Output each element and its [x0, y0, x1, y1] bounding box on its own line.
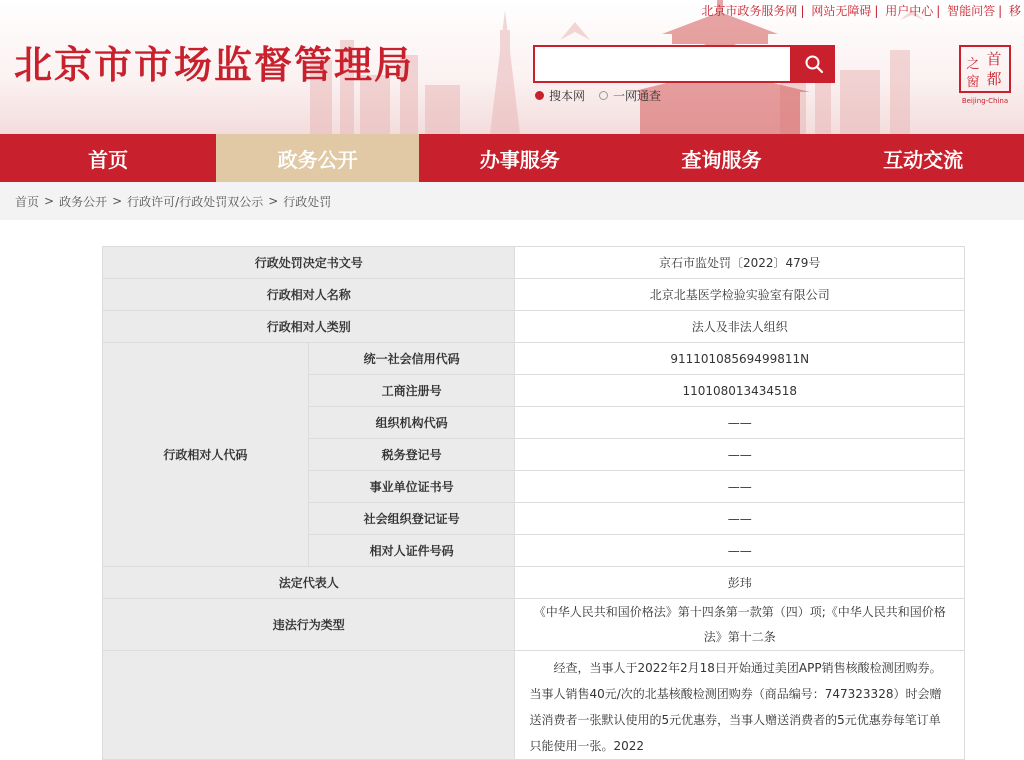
- top-link-smart-qa[interactable]: 智能问答: [947, 4, 996, 18]
- breadcrumb-home[interactable]: 首页: [15, 194, 40, 209]
- logo-char-4: 窗: [966, 75, 980, 90]
- nav-gov-affairs[interactable]: 政务公开: [216, 134, 419, 182]
- top-link-gov-service[interactable]: 北京市政务服务网: [701, 4, 798, 18]
- site-header: [0, 0, 1024, 134]
- search-input[interactable]: [535, 47, 790, 81]
- table-row: [103, 567, 965, 599]
- credit-code-value: 91110108569499811N: [515, 343, 965, 375]
- party-type-label: 行政相对人类别: [103, 311, 515, 343]
- nav-services[interactable]: 办事服务: [479, 147, 560, 172]
- nav-query[interactable]: 查询服务: [681, 147, 762, 172]
- party-name-value: 北京北基医学检验实验室有限公司: [515, 279, 965, 311]
- search-scope-all-label: 一网通查: [613, 89, 662, 103]
- code-group-label: 行政相对人代码: [103, 343, 309, 567]
- party-name-label: 行政相对人名称: [103, 279, 515, 311]
- tax-reg-value: ——: [515, 439, 965, 471]
- tax-reg-label: 税务登记号: [308, 439, 515, 471]
- breadcrumb-separator: >: [112, 194, 123, 208]
- org-code-value: ——: [515, 407, 965, 439]
- search-button[interactable]: [792, 45, 835, 83]
- radio-icon: [535, 91, 544, 100]
- institution-cert-label: 事业单位证书号: [308, 471, 515, 503]
- violation-type-value: 《中华人民共和国价格法》第十四条第一款第（四）项;《中华人民共和国价格法》第十二条: [515, 599, 965, 651]
- id-no-label: 相对人证件号码: [308, 535, 515, 567]
- legal-rep-value: 彭玮: [515, 567, 965, 599]
- institution-cert-value: ——: [515, 471, 965, 503]
- logo-char-2: 都: [986, 70, 1002, 88]
- legal-rep-label: 法定代表人: [103, 567, 515, 599]
- org-code-label: 组织机构代码: [308, 407, 515, 439]
- facts-value: 经查，当事人于2022年2月18日开始通过美团APP销售核酸检测团购券。当事人销售40元/次的北基核酸检测团购券（商品编号：747323328）时会赠送消费者一张默认使用的5元优惠券，当事人赠送消费者的5元优惠券每笔订单只能使用一张。2022: [515, 651, 965, 760]
- divider: |: [998, 4, 1003, 18]
- main-nav: [0, 134, 1024, 182]
- id-no-value: ——: [515, 535, 965, 567]
- table-row: [103, 311, 965, 343]
- search-scope-all[interactable]: [599, 87, 661, 104]
- nav-home[interactable]: 首页: [88, 147, 129, 172]
- top-link-more[interactable]: 移: [1008, 4, 1021, 18]
- table-row: [103, 247, 965, 279]
- business-reg-label: 工商注册号: [308, 375, 515, 407]
- top-link-user-center[interactable]: 用户中心: [885, 4, 934, 18]
- search-box: [533, 45, 792, 83]
- violation-type-label: 违法行为类型: [103, 599, 515, 651]
- breadcrumb-dual-publicity[interactable]: 行政许可/行政处罚双公示: [127, 194, 264, 209]
- search-scope-options: [535, 87, 661, 104]
- capital-window-logo: [954, 44, 1016, 106]
- breadcrumb-gov-affairs[interactable]: 政务公开: [59, 194, 108, 209]
- table-row: [103, 279, 965, 311]
- radio-icon: [599, 91, 608, 100]
- table-row: [103, 599, 965, 651]
- doc-no-label: 行政处罚决定书文号: [103, 247, 515, 279]
- doc-no-value: 京石市监处罚〔2022〕479号: [515, 247, 965, 279]
- search-scope-site[interactable]: [535, 87, 585, 104]
- search-icon: [804, 54, 824, 74]
- breadcrumb-separator: >: [268, 194, 279, 208]
- facts-label: [103, 651, 515, 760]
- divider: |: [800, 4, 805, 18]
- divider: |: [874, 4, 879, 18]
- top-link-accessibility[interactable]: 网站无障碍: [811, 4, 872, 18]
- table-row: [103, 343, 965, 375]
- business-reg-value: 110108013434518: [515, 375, 965, 407]
- penalty-record-table: [102, 246, 965, 760]
- breadcrumb: [0, 182, 1024, 220]
- breadcrumb-penalty[interactable]: 行政处罚: [283, 194, 332, 209]
- logo-char-3: 之: [966, 57, 980, 72]
- social-org-label: 社会组织登记证号: [308, 503, 515, 535]
- table-row: [103, 651, 965, 760]
- divider: |: [936, 4, 941, 18]
- party-type-value: 法人及非法人组织: [515, 311, 965, 343]
- social-org-value: ——: [515, 503, 965, 535]
- credit-code-label: 统一社会信用代码: [308, 343, 515, 375]
- search-scope-site-label: 搜本网: [549, 89, 586, 103]
- breadcrumb-separator: >: [44, 194, 55, 208]
- logo-caption: Beijing-China: [961, 97, 1009, 105]
- logo-char-1: 首: [986, 50, 1002, 68]
- top-links: [698, 2, 1024, 19]
- site-title: 北京市市场监督管理局: [14, 43, 415, 87]
- nav-interaction[interactable]: 互动交流: [883, 147, 964, 172]
